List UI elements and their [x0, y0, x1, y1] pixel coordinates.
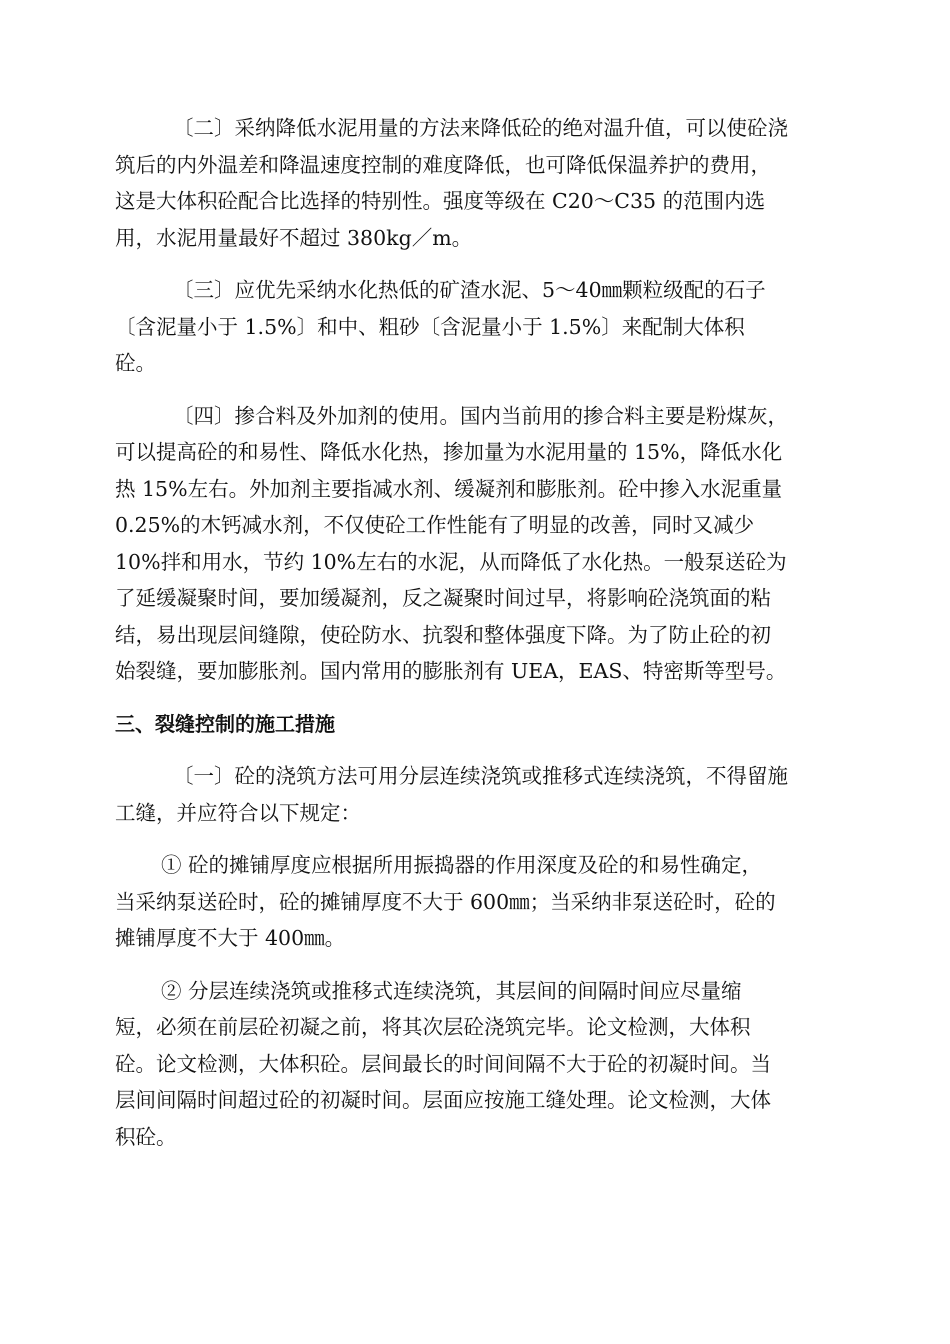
- text-line: 筑后的内外温差和降温速度控制的难度降低，也可降低保温养护的费用，: [115, 152, 771, 177]
- text-line: 〔三〕应优先采纳水化热低的矿渣水泥、5～40㎜颗粒级配的石子: [173, 278, 766, 302]
- text-line: 〔含泥量小于 1.5%〕和中、粗砂〔含泥量小于 1.5%〕来配制大体积: [115, 314, 745, 339]
- text-line: ① 砼的摊铺厚度应根据所用振捣器的作用深度及砼的和易性确定，: [161, 853, 763, 877]
- text-line: 层间间隔时间超过砼的初凝时间。层面应按施工缝处理。论文检测，大体: [115, 1088, 771, 1112]
- text-line: 短，必须在前层砼初凝之前，将其次层砼浇筑完毕。论文检测，大体积: [115, 1015, 751, 1039]
- text-line: 热 15%左右。外加剂主要指减水剂、缓凝剂和膨胀剂。砼中掺入水泥重量: [115, 476, 783, 501]
- text-line: 〔一〕砼的浇筑方法可用分层连续浇筑或推移式连续浇筑，不得留施: [173, 764, 788, 788]
- paragraph-6-spreading-thickness: [115, 847, 840, 957]
- text-line: 这是大体积砼配合比选择的特别性。强度等级在 C20～C35 的范围内选: [115, 189, 766, 213]
- paragraph-gap: [115, 831, 840, 847]
- text-line: 0.25%的木钙减水剂，不仅使砼工作性能有了明显的改善，同时又减少: [115, 513, 755, 537]
- section-heading: 三、裂缝控制的施工措施: [115, 711, 335, 736]
- paragraph-gap: [115, 742, 840, 758]
- document-page: [115, 110, 840, 1155]
- text-line: 积砼。: [115, 1124, 177, 1149]
- text-line: ② 分层连续浇筑或推移式连续浇筑，其层间的间隔时间应尽量缩: [161, 978, 742, 1003]
- text-line: 了延缓凝聚时间，要加缓凝剂，反之凝聚时间过早，将影响砼浇筑面的粘: [115, 586, 771, 610]
- paragraph-5-pouring-method: [115, 758, 840, 831]
- text-line: 〔四〕掺合料及外加剂的使用。国内当前用的掺合料主要是粉煤灰，: [173, 403, 788, 428]
- text-line: 可以提高砼的和易性、降低水化热，掺加量为水泥用量的 15%，降低水化: [115, 440, 783, 464]
- paragraph-4-admixtures: [115, 398, 840, 690]
- text-line: 始裂缝，要加膨胀剂。国内常用的膨胀剂有 UEA，EAS、特密斯等型号。: [115, 659, 787, 683]
- text-line: 用，水泥用量最好不超过 380kg／m。: [115, 225, 473, 250]
- text-line: 工缝，并应符合以下规定：: [115, 800, 361, 825]
- paragraph-3-materials: [115, 272, 840, 382]
- paragraph-gap: [115, 957, 840, 973]
- paragraph-gap: [115, 382, 840, 398]
- text-line: 10%拌和用水，节约 10%左右的水泥，从而降低了水化热。一般泵送砼为: [115, 549, 787, 574]
- paragraph-gap: [115, 690, 840, 706]
- paragraph-2-reduce-cement: [115, 110, 840, 256]
- paragraph-7-layer-interval: [115, 973, 840, 1156]
- text-line: 摊铺厚度不大于 400㎜。: [115, 926, 346, 950]
- text-line: 砼。论文检测，大体积砼。层间最长的时间间隔不大于砼的初凝时间。当: [115, 1051, 771, 1076]
- paragraph-gap: [115, 256, 840, 272]
- text-line: 当采纳泵送砼时，砼的摊铺厚度不大于 600㎜；当采纳非泵送砼时，砼的: [115, 889, 776, 914]
- text-line: 〔二〕采纳降低水泥用量的方法来降低砼的绝对温升值，可以使砼浇: [173, 116, 788, 140]
- text-line: 结，易出现层间缝隙，使砼防水、抗裂和整体强度下降。为了防止砼的初: [115, 622, 771, 647]
- text-line: 砼。: [115, 351, 156, 375]
